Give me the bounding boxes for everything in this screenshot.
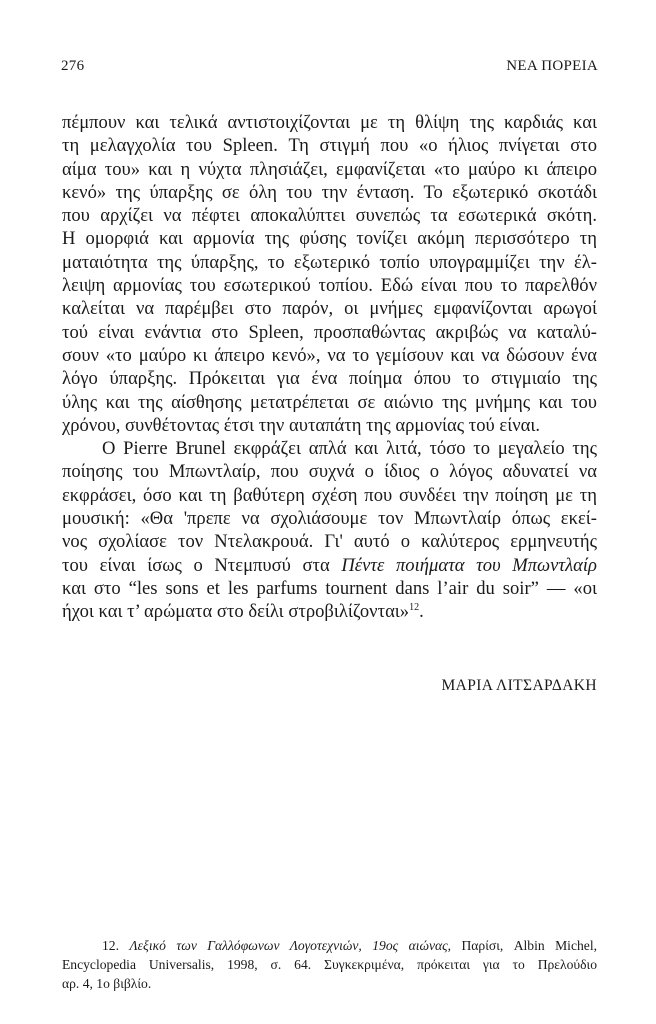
text-line xyxy=(62,297,597,320)
text-segment: τού είναι ενάντια στο Spleen, προσπαθώντας ακριβώς να καταλύ- xyxy=(62,321,597,343)
footnote-reference: 12 xyxy=(409,602,420,614)
body-text xyxy=(62,111,597,624)
text-segment: μουσική: «Θα 'πρεπε να σχολιάσουμε τον Μπωντλαίρ όπως εκεί- xyxy=(62,508,597,530)
text-segment: ματαιότητα της ύπαρξης, το εξωτερικό τοπίο υπογραμμίζει την έλ- xyxy=(62,251,597,273)
text-line xyxy=(62,600,597,623)
text-line xyxy=(62,134,597,157)
text-segment: ήχοι και τ’ αρώματα στο δείλι στροβιλίζονται» xyxy=(62,601,410,623)
text-line xyxy=(62,367,597,390)
footnote xyxy=(62,936,597,993)
text-segment: 12. xyxy=(102,938,130,953)
text-line xyxy=(62,204,597,227)
text-segment: κενό» της ύπαρξης σε όλη του την ένταση. Το εξωτερικό σκοτάδι xyxy=(62,181,597,203)
text-segment: . xyxy=(419,601,424,623)
text-segment: που αρχίζει να πέφτει αποκαλύπτει συνεπώς τα εσωτερικά σκότη. xyxy=(62,205,597,227)
text-line xyxy=(62,554,597,577)
italic-text: Πέντε ποιήματα του Μπωντλαίρ xyxy=(341,554,597,576)
text-segment: καλείται να παρέμβει στο παρόν, οι μνήμες εμφανίζονται αρωγοί xyxy=(62,298,597,320)
page-number: 276 xyxy=(61,58,85,74)
text-segment: σουν «το μαύρο κι άπειρο κενό», να το γεμίσουν και να δώσουν ένα xyxy=(62,344,597,366)
text-segment: του είναι ίσως ο Ντεμπυσύ στα xyxy=(62,554,342,576)
text-segment: Encyclopedia Universalis, 1998, σ. 64. Συγκεκριμένα, πρόκειται για το Πρελούδιο xyxy=(62,957,597,972)
text-segment: αίμα του» και η νύχτα πλησιάζει, εμφανίζεται «το μαύρο κι άπειρο xyxy=(62,158,597,180)
text-segment: πέμπουν και τελικά αντιστοιχίζονται με τη θλίψη της καρδιάς και xyxy=(62,112,597,133)
text-line xyxy=(62,507,597,530)
footnote-line xyxy=(62,936,597,955)
text-line xyxy=(62,227,597,250)
text-segment: λόγο ύπαρξης. Πρόκειται για ένα ποίημα όπου το στιγμιαίο της xyxy=(62,368,597,390)
text-segment: νος σχολίασε τον Ντελακρουά. Γι' αυτό ο καλύτερος ερμηνευτής xyxy=(62,531,597,553)
text-line xyxy=(62,158,597,181)
text-segment: ύλης και της αίσθησης μετατρέπεται σε αιώνιο της μνήμης και του xyxy=(62,391,597,413)
text-line xyxy=(62,274,597,297)
text-segment: τη μελαγχολία του Spleen. Τη στιγμή που «ο ήλιος πνίγεται στο xyxy=(62,135,597,157)
text-line xyxy=(62,391,597,414)
text-segment: ποίησης του Μπωντλαίρ, που συχνά ο ίδιος ο λόγος αδυνατεί να xyxy=(62,461,597,483)
text-line xyxy=(62,251,597,274)
text-line xyxy=(62,577,597,600)
text-segment: αρ. 4, 1ο βιβλίο. xyxy=(62,976,152,991)
text-line xyxy=(62,321,597,344)
text-line xyxy=(62,484,597,507)
italic-text: Λεξικό των Γαλλόφωνων Λογοτεχνιών, 19ος αιώνας xyxy=(129,938,448,953)
running-title: ΝΕΑ ΠΟΡΕΙΑ xyxy=(506,58,598,74)
text-segment: λειψη αρμονίας του εσωτερικού τοπίου. Εδώ είναι που το παρελθόν xyxy=(62,275,597,297)
text-line xyxy=(62,437,597,460)
text-line xyxy=(62,530,597,553)
footnote-line xyxy=(62,955,597,974)
text-segment: και στο “les sons et les parfums tournent dans l’air du soir” — «οι xyxy=(62,577,597,599)
text-segment: Ο Pierre Brunel εκφράζει απλά και λιτά, τόσο το μεγαλείο της xyxy=(102,438,597,460)
author-signature: ΜΑΡΙΑ ΛΙΤΣΑΡΔΑΚΗ xyxy=(441,677,597,694)
text-segment: , Παρίσι, Albin Michel, xyxy=(447,938,597,953)
footnote-line xyxy=(62,974,597,993)
text-line xyxy=(62,414,597,437)
text-segment: εκφράσει, όσο και τη βαθύτερη σχέση που συνδέει την ποίηση με τη xyxy=(62,484,597,506)
text-line xyxy=(62,181,597,204)
text-line xyxy=(62,344,597,367)
text-line xyxy=(62,460,597,483)
text-segment: χρόνου, συνθέτοντας έτσι την αυταπάτη της αρμονίας τού είναι. xyxy=(62,414,541,436)
text-line xyxy=(62,111,597,134)
text-segment: Η ομορφιά και αρμονία της φύσης τονίζει ακόμη περισσότερο τη xyxy=(62,228,597,250)
